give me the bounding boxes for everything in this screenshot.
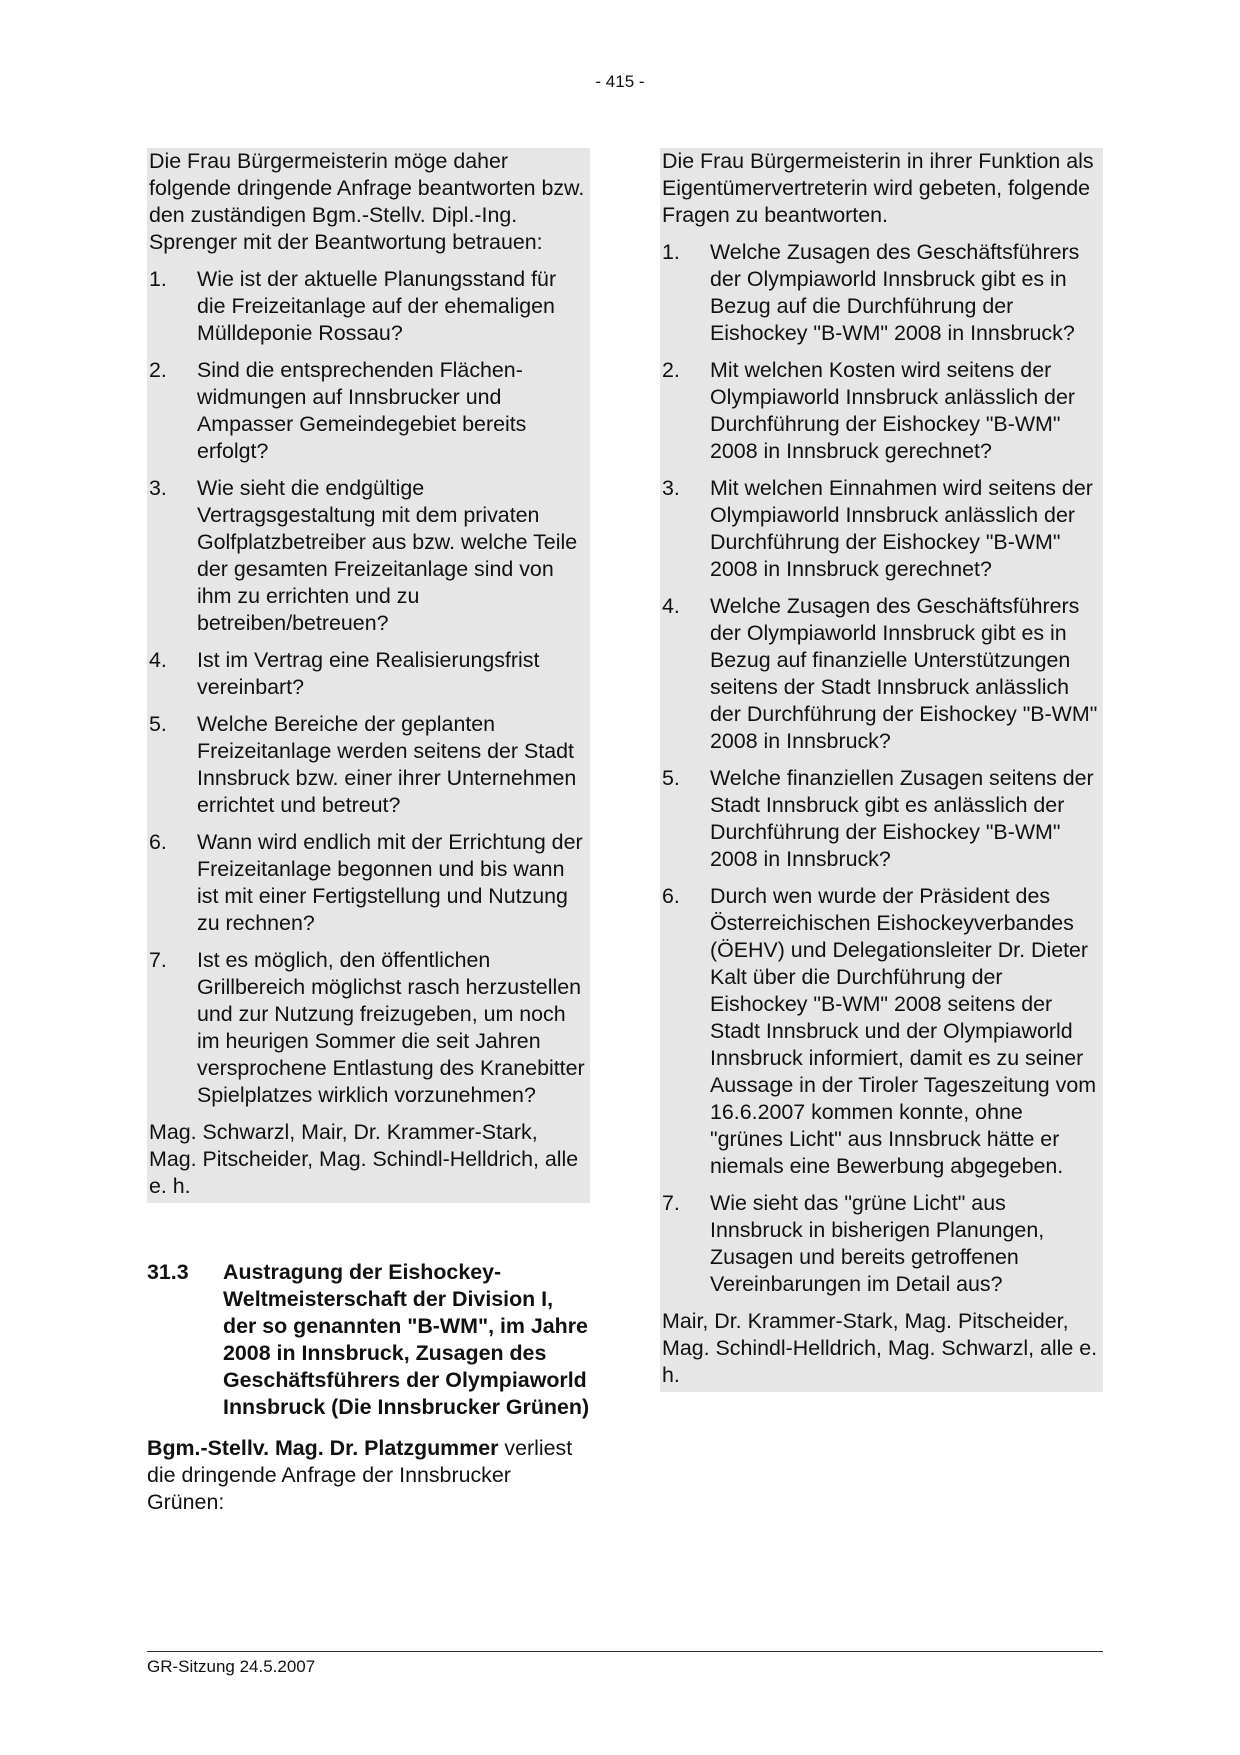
question-text: Ist im Vertrag eine Realisierungsfrist vereinbart? xyxy=(197,648,540,699)
list-item xyxy=(662,1190,1099,1298)
list-item xyxy=(149,829,586,937)
list-item xyxy=(662,357,1099,465)
question-text: Wie sieht die endgültige Vertragsgestaltung mit dem privaten Golfplatzbetreiber aus bzw. welche Teile der gesamten Freizeitanlage sind von ihm zu errichten und zu betreiben/betreuen? xyxy=(197,476,578,635)
list-item xyxy=(149,947,586,1109)
question-number: 7. xyxy=(662,1191,680,1215)
question-text: Wann wird endlich mit der Errichtung der Freizeitanlage begonnen und bis wann ist mit einer Fertigstellung und Nutzung zu rechnen? xyxy=(197,830,583,935)
question-text: Welche Zusagen des Geschäftsführers der Olympiaworld Innsbruck gibt es in Bezug auf die Durchführung der Eishockey "B-WM" 2008 in Innsbruck? xyxy=(710,240,1080,345)
question-number: 4. xyxy=(149,648,167,672)
right-inquiry-box xyxy=(660,148,1103,1392)
question-number: 7. xyxy=(149,948,167,972)
question-number: 6. xyxy=(662,884,680,908)
right-question-list xyxy=(662,239,1099,1298)
question-text: Mit welchen Einnahmen wird seitens der Olympiaworld Innsbruck anlässlich der Durchführung der Eishockey "B-WM" 2008 in Innsbruck gerechnet? xyxy=(710,476,1093,581)
list-item xyxy=(149,357,586,465)
page-number: - 415 - xyxy=(595,72,645,91)
reader-paragraph xyxy=(147,1435,590,1516)
list-item xyxy=(149,711,586,819)
left-column xyxy=(147,148,590,1537)
right-inquiry-intro: Die Frau Bürgermeisterin in ihrer Funktion als Eigentümervertreterin wird gebeten, folgende Fragen zu beantworten. xyxy=(662,149,1094,227)
question-number: 5. xyxy=(149,712,167,736)
footer-divider xyxy=(147,1651,1103,1652)
left-question-list xyxy=(149,266,586,1109)
agenda-item-heading xyxy=(147,1259,590,1421)
question-number: 5. xyxy=(662,766,680,790)
list-item xyxy=(662,475,1099,583)
question-number: 2. xyxy=(149,358,167,382)
question-number: 4. xyxy=(662,594,680,618)
question-number: 1. xyxy=(662,240,680,264)
question-text: Durch wen wurde der Präsident des Österreichischen Eishockeyverbandes (ÖEHV) und Delegationsleiter Dr. Dieter Kalt über die Durchführung der Eishockey "B-WM" 2008 seitens der Stadt Innsbruck und der Olympiaworld Innsbruck informiert, damit es zu seiner Aussage in der Tiroler Tageszeitung vom 16.6.2007 kommen konnte, ohne "grünes Licht" aus Innsbruck hätte er niemals eine Bewerbung abgegeben. xyxy=(710,884,1097,1178)
list-item xyxy=(662,593,1099,755)
right-signers: Mair, Dr. Krammer-Stark, Mag. Pitscheider, Mag. Schindl-Helldrich, Mag. Schwarzl, alle e. h. xyxy=(662,1309,1098,1387)
question-text: Sind die entsprechenden Flächen-widmungen auf Innsbrucker und Ampasser Gemeindegebiet bereits erfolgt? xyxy=(197,358,527,463)
question-text: Welche finanziellen Zusagen seitens der Stadt Innsbruck gibt es anlässlich der Durchführung der Eishockey "B-WM" 2008 in Innsbruck? xyxy=(710,766,1094,871)
question-text: Wie sieht das "grüne Licht" aus Innsbruck in bisherigen Planungen, Zusagen und bereits getroffenen Vereinbarungen im Detail aus? xyxy=(710,1191,1045,1296)
question-number: 6. xyxy=(149,830,167,854)
question-text: Ist es möglich, den öffentlichen Grillbereich möglichst rasch herzustellen und zur Nutzung freizugeben, um noch im heurigen Sommer die seit Jahren versprochene Entlastung des Kranebitter Spielplatzes wirklich vorzunehmen? xyxy=(197,948,585,1107)
left-signers: Mag. Schwarzl, Mair, Dr. Krammer-Stark, Mag. Pitscheider, Mag. Schindl-Helldrich, alle e. h. xyxy=(149,1120,579,1198)
left-inquiry-box xyxy=(147,148,590,1203)
list-item xyxy=(662,765,1099,873)
question-number: 1. xyxy=(149,267,167,291)
list-item xyxy=(149,475,586,637)
list-item xyxy=(662,883,1099,1180)
list-item xyxy=(149,647,586,701)
list-item xyxy=(149,266,586,347)
question-number: 3. xyxy=(662,476,680,500)
reader-text: verliest die dringende Anfrage der Innsbrucker Grünen: xyxy=(147,1436,573,1514)
footer-session-date: GR-Sitzung 24.5.2007 xyxy=(147,1657,316,1676)
right-column xyxy=(660,148,1103,1392)
question-text: Welche Zusagen des Geschäftsführers der Olympiaworld Innsbruck gibt es in Bezug auf finanzielle Unterstützungen seitens der Stadt Innsbruck anlässlich der Durchführung der Eishockey "B-WM" 2008 in Innsbruck? xyxy=(710,594,1098,753)
agenda-item-number: 31.3 xyxy=(147,1260,189,1284)
list-item xyxy=(662,239,1099,347)
agenda-item-title: Austragung der Eishockey-Weltmeisterschaft der Division I, der so genannten "B-WM", im Jahre 2008 in Innsbruck, Zusagen des Geschäftsführers der Olympiaworld Innsbruck (Die Innsbrucker Grünen) xyxy=(223,1260,590,1419)
question-text: Mit welchen Kosten wird seitens der Olympiaworld Innsbruck anlässlich der Durchführung der Eishockey "B-WM" 2008 in Innsbruck gerechnet? xyxy=(710,358,1075,463)
reader-name: Bgm.-Stellv. Mag. Dr. Platzgummer xyxy=(147,1436,499,1460)
question-text: Wie ist der aktuelle Planungsstand für die Freizeitanlage auf der ehemaligen Mülldeponie Rossau? xyxy=(197,267,557,345)
question-text: Welche Bereiche der geplanten Freizeitanlage werden seitens der Stadt Innsbruck bzw. einer ihrer Unternehmen errichtet und betreut? xyxy=(197,712,577,817)
question-number: 2. xyxy=(662,358,680,382)
left-inquiry-intro: Die Frau Bürgermeisterin möge daher folgende dringende Anfrage beantworten bzw. den zuständigen Bgm.-Stellv. Dipl.-Ing. Sprenger mit der Beantwortung betrauen: xyxy=(149,149,585,254)
question-number: 3. xyxy=(149,476,167,500)
